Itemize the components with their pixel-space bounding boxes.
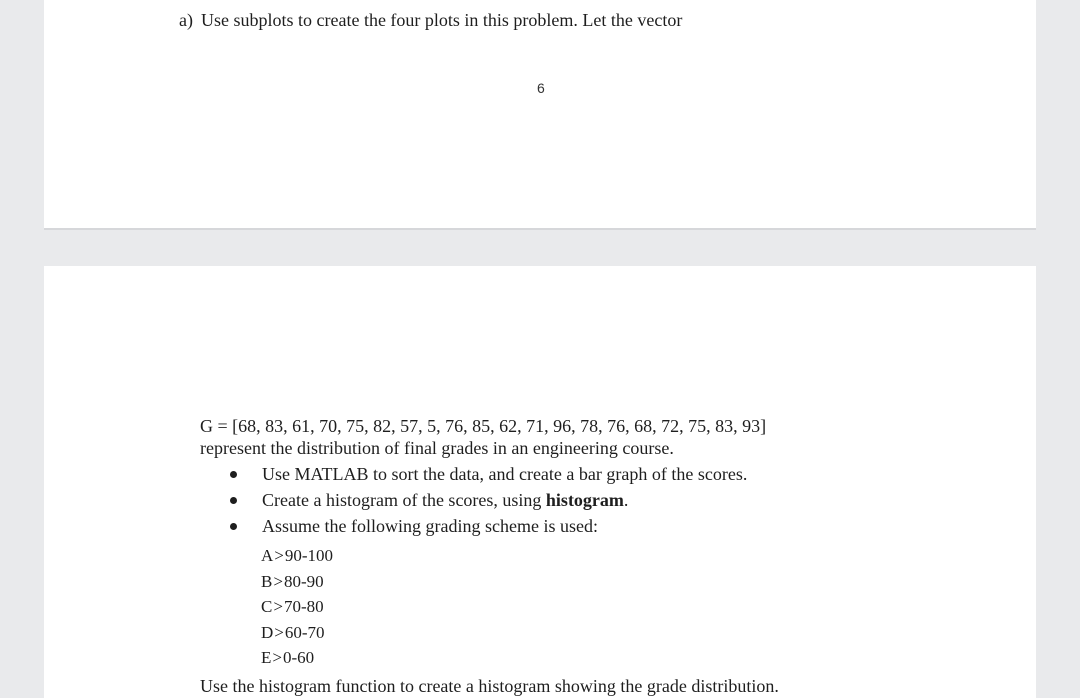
bullet-icon (230, 523, 237, 530)
grade-range: 60-70 (284, 622, 325, 642)
grade-row: C>70-80 (261, 597, 324, 616)
instruction-list (230, 461, 747, 539)
grading-scheme (261, 543, 333, 671)
histogram-keyword: histogram (545, 490, 624, 510)
grade-vector-line: G = [68, 83, 61, 70, 75, 82, 57, 5, 76, 85, 62, 71, 96, 78, 76, 68, 72, 75, 83, 93] (200, 416, 767, 436)
list-item (230, 461, 747, 487)
grade-row: B>80-90 (261, 571, 324, 591)
problem-label: a) (179, 10, 193, 30)
description-line: represent the distribution of final grades in an engineering course. (200, 438, 674, 458)
document-page-bottom (44, 266, 1036, 698)
grade-range: 80-90 (283, 571, 324, 591)
page-number: 6 (537, 80, 545, 96)
grade-letter: C (261, 597, 273, 616)
problem-statement (179, 10, 682, 31)
grade-letter: E (261, 648, 272, 667)
bullet-icon (230, 471, 237, 478)
grade-row: A>90-100 (261, 546, 334, 565)
list-item-text: Use MATLAB to sort the data, and create a bar graph of the scores. (262, 464, 748, 484)
grade-range: 70-80 (283, 597, 324, 616)
grade-row: D>60-70 (261, 622, 325, 642)
grade-letter: B (261, 571, 273, 591)
document-page-top (44, 0, 1036, 230)
grade-letter: D (261, 622, 274, 642)
grade-letter: A (261, 546, 274, 565)
problem-text: Use subplots to create the four plots in this problem. Let the vector (200, 10, 683, 30)
list-item-text: Create a histogram of the scores, using (262, 490, 546, 510)
list-item-suffix: . (623, 490, 629, 510)
bullet-icon (230, 497, 237, 504)
grade-row: E>0-60 (261, 648, 315, 667)
grade-range: 0-60 (282, 648, 315, 667)
list-item-text: Assume the following grading scheme is used: (262, 516, 598, 536)
list-item (230, 513, 747, 539)
list-item (230, 487, 747, 513)
final-instruction: Use the histogram function to create a histogram showing the grade distribution. (200, 676, 779, 696)
grade-range: 90-100 (284, 546, 334, 565)
